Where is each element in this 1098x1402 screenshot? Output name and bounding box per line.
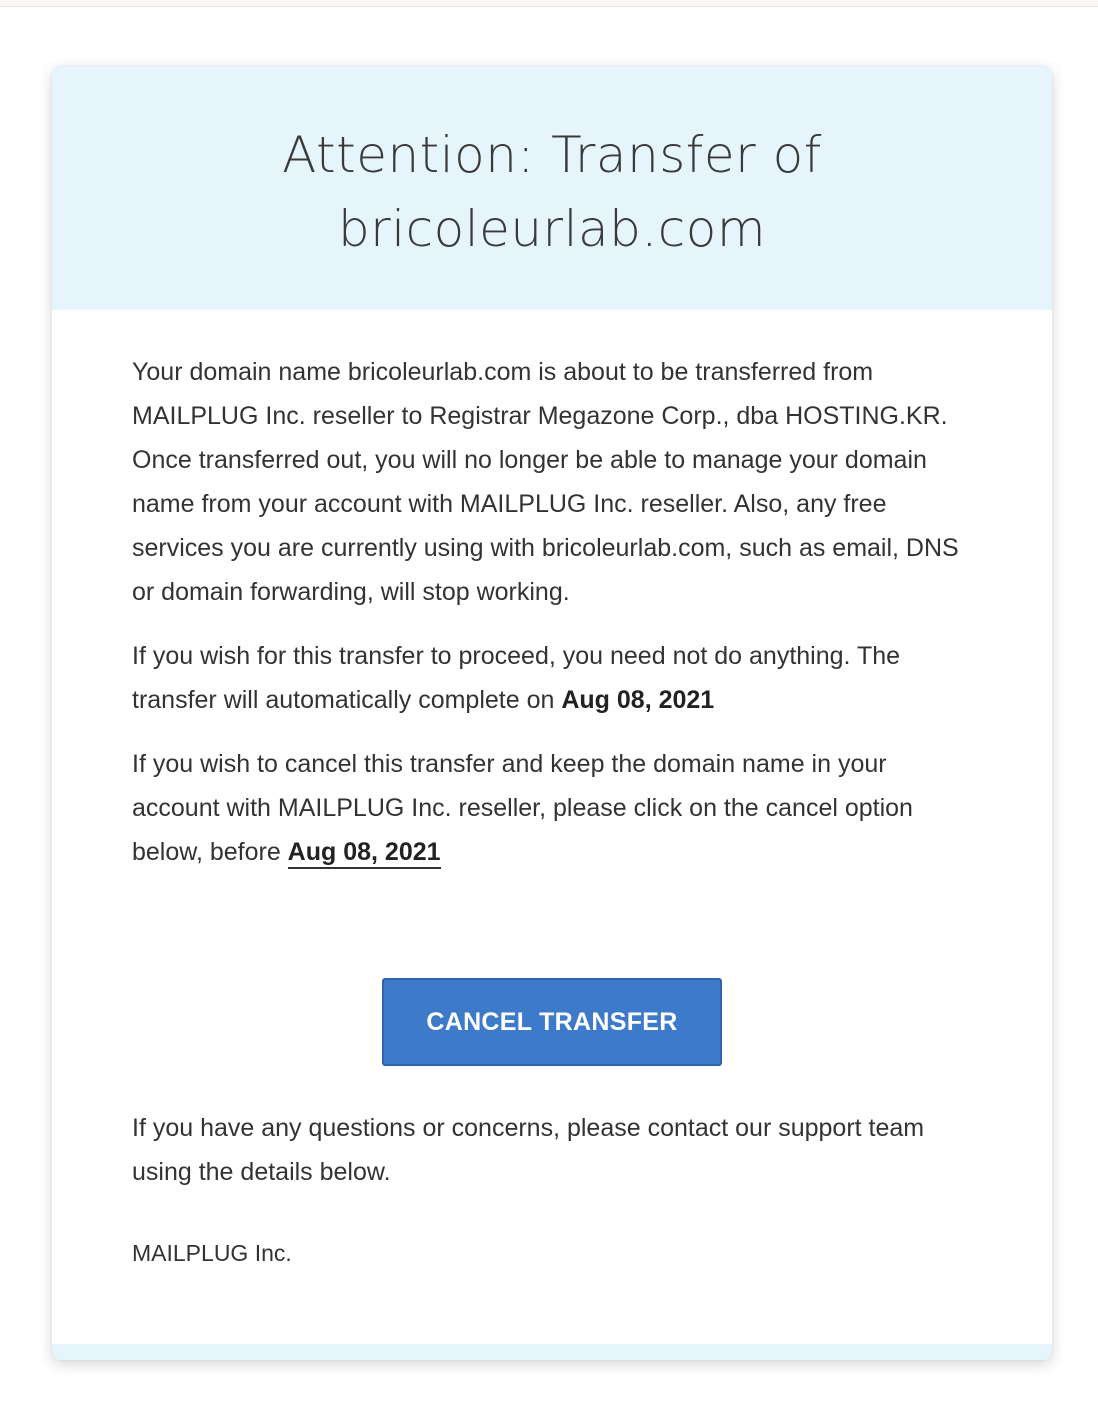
completion-date: Aug 08, 2021 — [561, 686, 715, 714]
title-line-2: bricoleurlab.com — [337, 200, 767, 258]
card-header — [52, 66, 1052, 310]
proceed-info — [132, 634, 972, 722]
transfer-notice-card — [52, 66, 1052, 1360]
cancel-transfer-button[interactable]: CANCEL TRANSFER — [382, 978, 722, 1066]
card-footer — [52, 1344, 1052, 1360]
cancel-text: If you wish to cancel this transfer and keep the domain name in your account with MAILPLUG Inc. reseller, please click on the cancel option below, before — [132, 750, 913, 866]
page-title — [52, 118, 1052, 266]
top-strip — [0, 0, 1098, 7]
card-body — [132, 350, 972, 894]
company-signature: MAILPLUG Inc. — [132, 1240, 292, 1266]
transfer-description: Your domain name bricoleurlab.com is about to be transferred from MAILPLUG Inc. reseller to Registrar Megazone Corp., dba HOSTING.KR. Once transferred out, you will no longer be able to manage your domain name from your account with MAILPLUG Inc. reseller. Also, any free services you are currently using with bricoleurlab.com, such as email, DNS or domain forwarding, will stop working. — [132, 358, 959, 606]
cancel-deadline-date: Aug 08, 2021 — [288, 838, 441, 869]
title-line-1: Attention: Transfer of — [282, 126, 822, 184]
proceed-text: If you wish for this transfer to proceed, you need not do anything. The transfer will automatically complete on — [132, 642, 901, 714]
support-info: If you have any questions or concerns, please contact our support team using the details below. — [132, 1114, 925, 1186]
cancel-info — [132, 742, 972, 874]
button-wrapper — [382, 978, 722, 1066]
